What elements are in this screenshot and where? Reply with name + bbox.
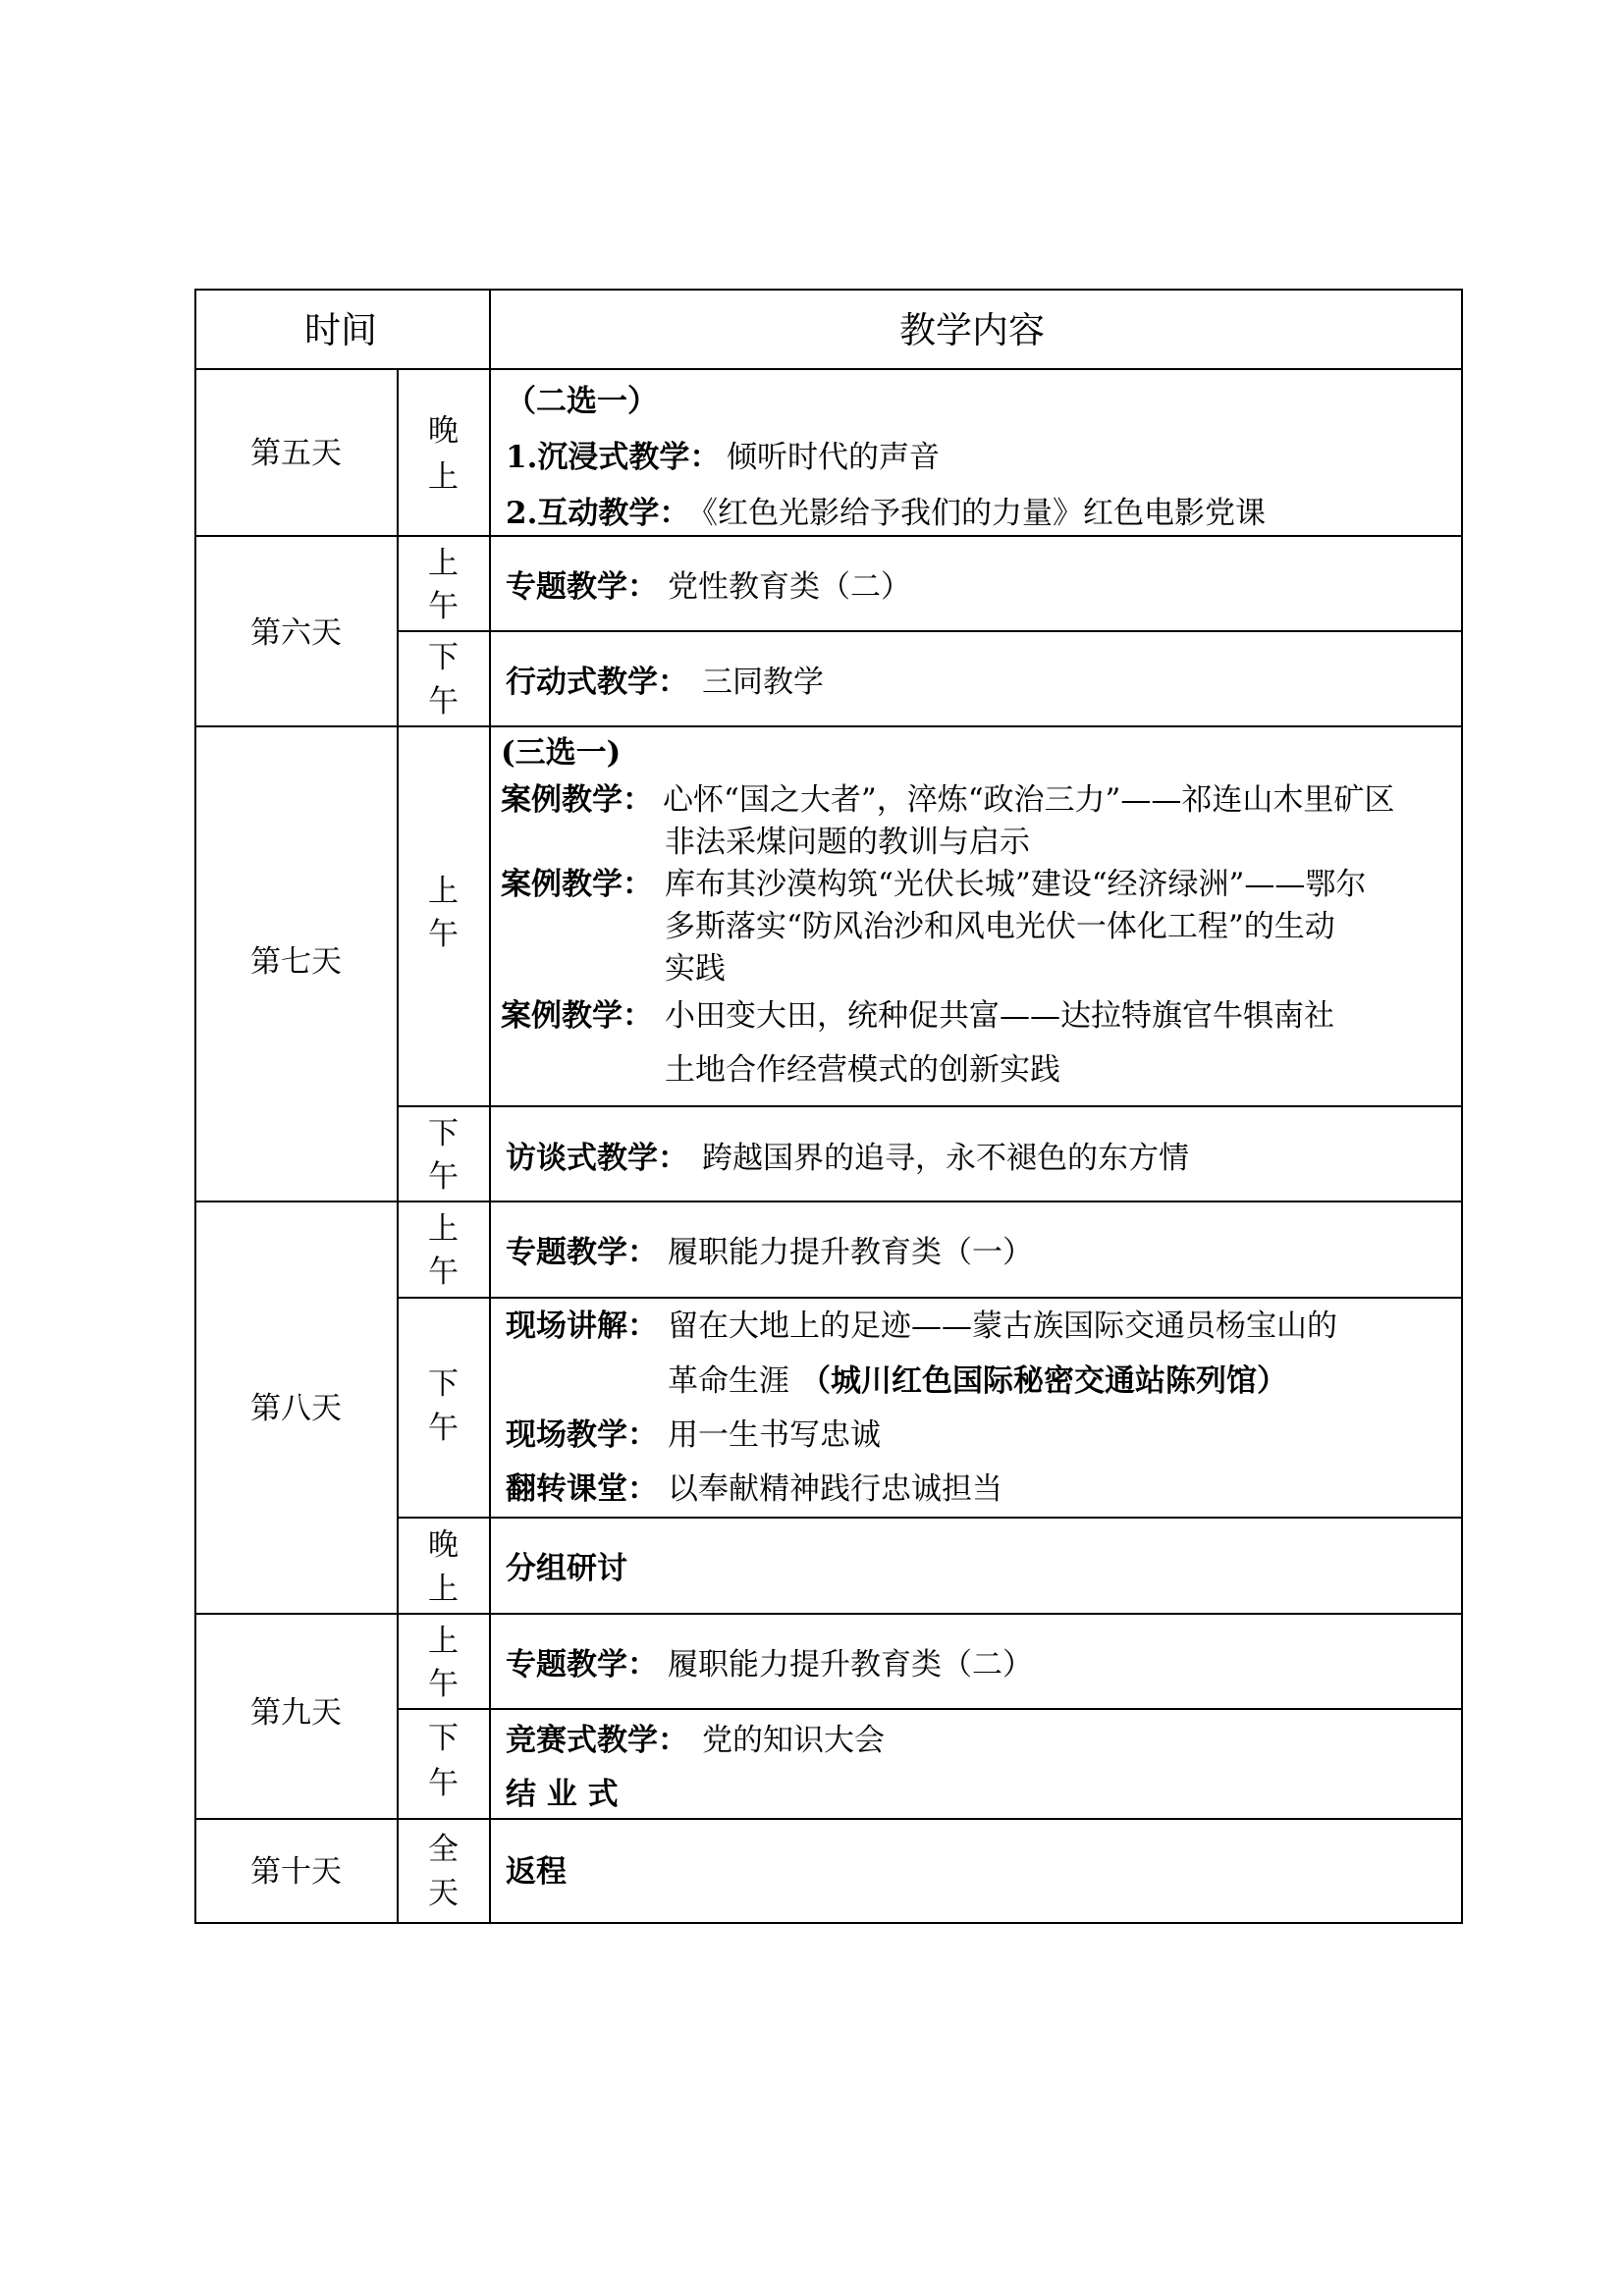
day-7-case2-line1: 库布其沙漠构筑“光伏长城”建设“经济绿洲”——鄂尔 bbox=[665, 867, 1367, 902]
header-time: 时间 bbox=[304, 309, 377, 351]
day-8-morning-label: 专题教学： bbox=[506, 1235, 658, 1270]
day-7-case1-line2: 非法采煤问题的教训与启示 bbox=[665, 825, 1030, 860]
day-8-a1-venue: （城川红色国际秘密交通站陈列馆） bbox=[800, 1363, 1287, 1399]
day-8-seg-morning-1: 上 bbox=[428, 1211, 459, 1247]
day-8-label: 第八天 bbox=[250, 1391, 342, 1426]
day-10-seg-all-2: 天 bbox=[428, 1876, 459, 1911]
day-7-case2-line2: 多斯落实“防风治沙和风电光伏一体化工程”的生动 bbox=[665, 909, 1335, 944]
day-8-a2-text: 用一生书写忠诚 bbox=[668, 1417, 881, 1453]
day-8-morning-text: 履职能力提升教育类（一） bbox=[668, 1235, 1033, 1270]
day-8-a3-text: 以奉献精神践行忠诚担当 bbox=[668, 1471, 1002, 1507]
day-8-a1-line2: 革命生涯 bbox=[668, 1363, 789, 1399]
day-7-afternoon-label: 访谈式教学： bbox=[506, 1141, 688, 1176]
day-7-case3-line1: 小田变大田，统种促共富——达拉特旗官牛犋南社 bbox=[665, 998, 1334, 1034]
day-5-item1-label: 1.沉浸式教学： bbox=[506, 440, 721, 475]
day-5-seg-evening-2: 上 bbox=[428, 459, 459, 495]
day-5-seg-evening-1: 晚 bbox=[428, 413, 459, 449]
day-9-a1-text: 党的知识大会 bbox=[702, 1723, 885, 1758]
day-9-seg-morning-2: 午 bbox=[428, 1667, 459, 1702]
day-9-seg-afternoon-1: 下 bbox=[428, 1721, 459, 1756]
day-6-seg-morning-2: 午 bbox=[428, 589, 459, 624]
day-8-seg-afternoon-1: 下 bbox=[428, 1366, 459, 1402]
day-5-choose: （二选一） bbox=[506, 384, 658, 419]
day-7-label: 第七天 bbox=[250, 944, 342, 980]
day-8-seg-morning-2: 午 bbox=[428, 1255, 459, 1290]
day-6-seg-afternoon-2: 午 bbox=[428, 684, 459, 720]
day-7-seg-morning-1: 上 bbox=[428, 874, 459, 909]
day-8-seg-evening-2: 上 bbox=[428, 1572, 459, 1607]
day-8-seg-afternoon-2: 午 bbox=[428, 1411, 459, 1446]
day-5-item2-label: 2.互动教学： bbox=[506, 496, 690, 531]
day-8-a3-label: 翻转课堂： bbox=[506, 1471, 658, 1507]
day-6-morning-label: 专题教学： bbox=[506, 569, 658, 605]
header-content: 教学内容 bbox=[899, 309, 1045, 351]
day-6-afternoon-label: 行动式教学： bbox=[506, 665, 688, 700]
day-7-case1-label: 案例教学： bbox=[501, 782, 653, 818]
day-8-a1-label: 现场讲解： bbox=[506, 1308, 658, 1344]
day-9-label: 第九天 bbox=[250, 1695, 342, 1731]
day-6-afternoon-text: 三同教学 bbox=[702, 665, 824, 700]
day-7-case3-line2: 土地合作经营模式的创新实践 bbox=[665, 1052, 1060, 1088]
day-9-a2-label: 结 业 式 bbox=[506, 1777, 619, 1812]
day-9-morning-label: 专题教学： bbox=[506, 1647, 658, 1682]
day-6-morning-text: 党性教育类（二） bbox=[668, 569, 911, 605]
day-8-a2-label: 现场教学： bbox=[506, 1417, 658, 1453]
day-5-item1-text: 倾听时代的声音 bbox=[727, 440, 940, 475]
day-7-seg-afternoon-2: 午 bbox=[428, 1159, 459, 1195]
day-7-case2-label: 案例教学： bbox=[501, 867, 653, 902]
day-7-case3-label: 案例教学： bbox=[501, 998, 653, 1034]
day-10-label: 第十天 bbox=[250, 1854, 342, 1890]
day-8-evening-label: 分组研讨 bbox=[506, 1551, 627, 1586]
day-7-case1-line1: 心怀“国之大者”，淬炼“政治三力”——祁连山木里矿区 bbox=[663, 782, 1395, 818]
day-6-label: 第六天 bbox=[250, 615, 342, 651]
day-7-afternoon-text: 跨越国界的追寻，永不褪色的东方情 bbox=[702, 1141, 1189, 1176]
day-7-choose: (三选一) bbox=[501, 735, 622, 771]
day-5-item2-text: 《红色光影给予我们的力量》红色电影党课 bbox=[687, 496, 1266, 531]
day-9-seg-afternoon-2: 午 bbox=[428, 1766, 459, 1801]
day-7-case2-line3: 实践 bbox=[665, 951, 726, 987]
day-7-seg-morning-2: 午 bbox=[428, 917, 459, 952]
day-9-morning-text: 履职能力提升教育类（二） bbox=[668, 1647, 1033, 1682]
day-5-label: 第五天 bbox=[250, 436, 342, 471]
day-8-seg-evening-1: 晚 bbox=[428, 1527, 459, 1563]
day-6-seg-morning-1: 上 bbox=[428, 546, 459, 581]
day-8-a1-line1: 留在大地上的足迹——蒙古族国际交通员杨宝山的 bbox=[668, 1308, 1337, 1344]
day-6-seg-afternoon-1: 下 bbox=[428, 640, 459, 675]
day-10-seg-all-1: 全 bbox=[428, 1832, 459, 1867]
day-10-label-return: 返程 bbox=[506, 1854, 567, 1890]
day-9-seg-morning-1: 上 bbox=[428, 1624, 459, 1659]
day-7-seg-afternoon-1: 下 bbox=[428, 1116, 459, 1151]
day-9-a1-label: 竞赛式教学： bbox=[506, 1723, 688, 1758]
